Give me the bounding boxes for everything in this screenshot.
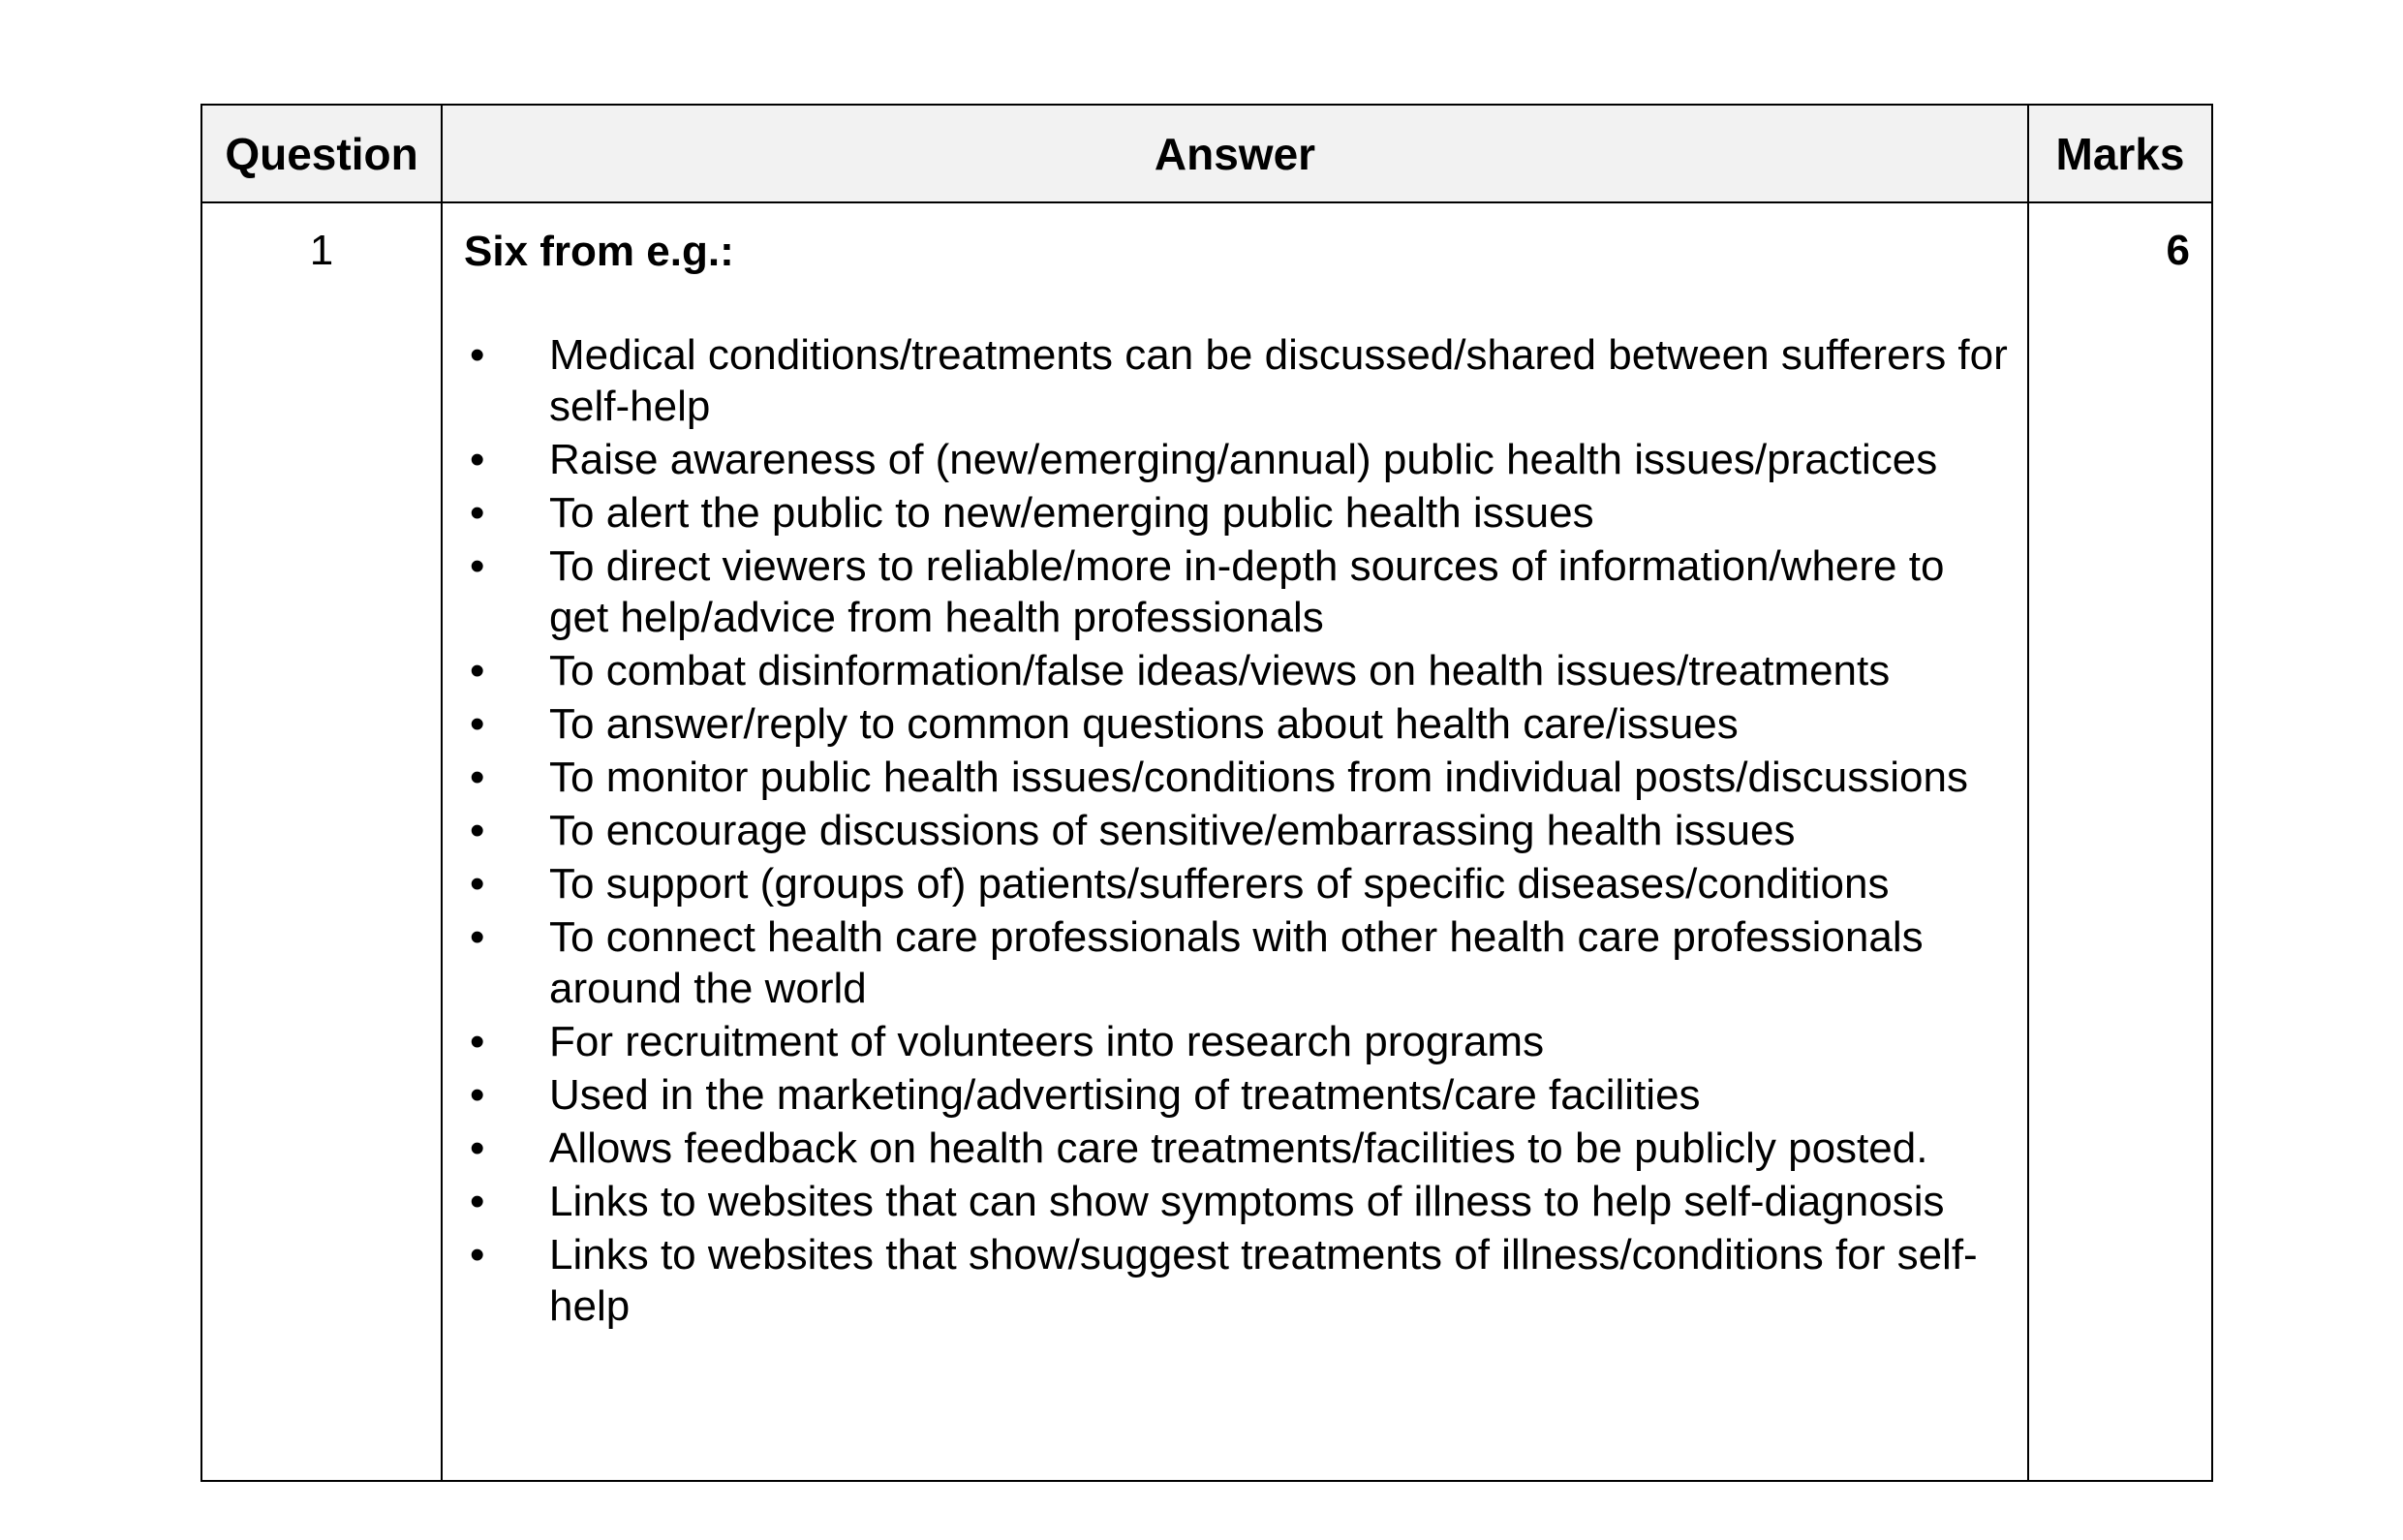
- bullet-icon: •: [470, 913, 485, 961]
- answer-text: To combat disinformation/false ideas/views on health issues/treatments: [549, 647, 1891, 694]
- list-item: [464, 540, 2008, 643]
- list-item: [464, 805, 2008, 856]
- answer-text: Medical conditions/treatments can be discussed/shared between sufferers for self-help: [549, 331, 2008, 430]
- answer-cell: [442, 202, 2028, 1481]
- list-item: [464, 752, 2008, 803]
- answer-text: To encourage discussions of sensitive/embarrassing health issues: [549, 807, 1796, 854]
- bullet-icon: •: [470, 807, 485, 854]
- marks-value: 6: [2028, 202, 2212, 1481]
- answer-text: To support (groups of) patients/sufferers of specific diseases/conditions: [549, 860, 1890, 908]
- answer-text: To connect health care professionals with other health care professionals around the world: [549, 913, 1924, 1012]
- table-body: [201, 202, 2212, 1481]
- bullet-icon: •: [470, 1018, 485, 1065]
- answer-text: To monitor public health issues/conditions from individual posts/discussions: [549, 754, 1968, 801]
- bullet-icon: •: [470, 647, 485, 694]
- bullet-icon: •: [470, 542, 485, 590]
- list-item: [464, 1069, 2008, 1121]
- table-row: [201, 202, 2212, 1481]
- bullet-icon: •: [470, 331, 485, 379]
- bullet-icon: •: [470, 700, 485, 748]
- bullet-icon: •: [470, 1124, 485, 1172]
- answer-text: Used in the marketing/advertising of treatments/care facilities: [549, 1071, 1701, 1119]
- list-item: [464, 1229, 2008, 1332]
- bullet-icon: •: [470, 1231, 485, 1278]
- answer-text: Allows feedback on health care treatments/facilities to be publicly posted.: [549, 1124, 1928, 1172]
- list-item: [464, 858, 2008, 909]
- answer-text: For recruitment of volunteers into research programs: [549, 1018, 1545, 1065]
- answer-text: Raise awareness of (new/emerging/annual) public health issues/practices: [549, 436, 1938, 483]
- answer-text: Links to websites that can show symptoms of illness to help self-diagnosis: [549, 1178, 1945, 1225]
- list-item: [464, 487, 2008, 539]
- header-row: [201, 105, 2212, 202]
- list-item: [464, 434, 2008, 485]
- list-item: [464, 645, 2008, 696]
- marks-column-header: Marks: [2028, 105, 2212, 202]
- bullet-icon: •: [470, 1178, 485, 1225]
- answer-heading: Six from e.g.:: [464, 228, 734, 275]
- list-item: [464, 911, 2008, 1014]
- answer-text: To direct viewers to reliable/more in-depth sources of information/where to get help/advice from health professionals: [549, 542, 1945, 641]
- answer-list: [464, 329, 2008, 1332]
- list-item: [464, 1016, 2008, 1067]
- answer-text: To alert the public to new/emerging public health issues: [549, 489, 1594, 537]
- list-item: [464, 698, 2008, 750]
- bullet-icon: •: [470, 1071, 485, 1119]
- answer-column-header: Answer: [442, 105, 2028, 202]
- answer-text: To answer/reply to common questions about health care/issues: [549, 700, 1739, 748]
- list-item: [464, 329, 2008, 432]
- bullet-icon: •: [470, 489, 485, 537]
- list-item: [464, 1123, 2008, 1174]
- table-header: [201, 105, 2212, 202]
- bullet-icon: •: [470, 754, 485, 801]
- answer-text: Links to websites that show/suggest treatments of illness/conditions for self-help: [549, 1231, 1978, 1330]
- bullet-icon: •: [470, 436, 485, 483]
- question-number: 1: [201, 202, 442, 1481]
- question-column-header: Question: [201, 105, 442, 202]
- bullet-icon: •: [470, 860, 485, 908]
- list-item: [464, 1176, 2008, 1227]
- mark-scheme-table: [200, 104, 2213, 1482]
